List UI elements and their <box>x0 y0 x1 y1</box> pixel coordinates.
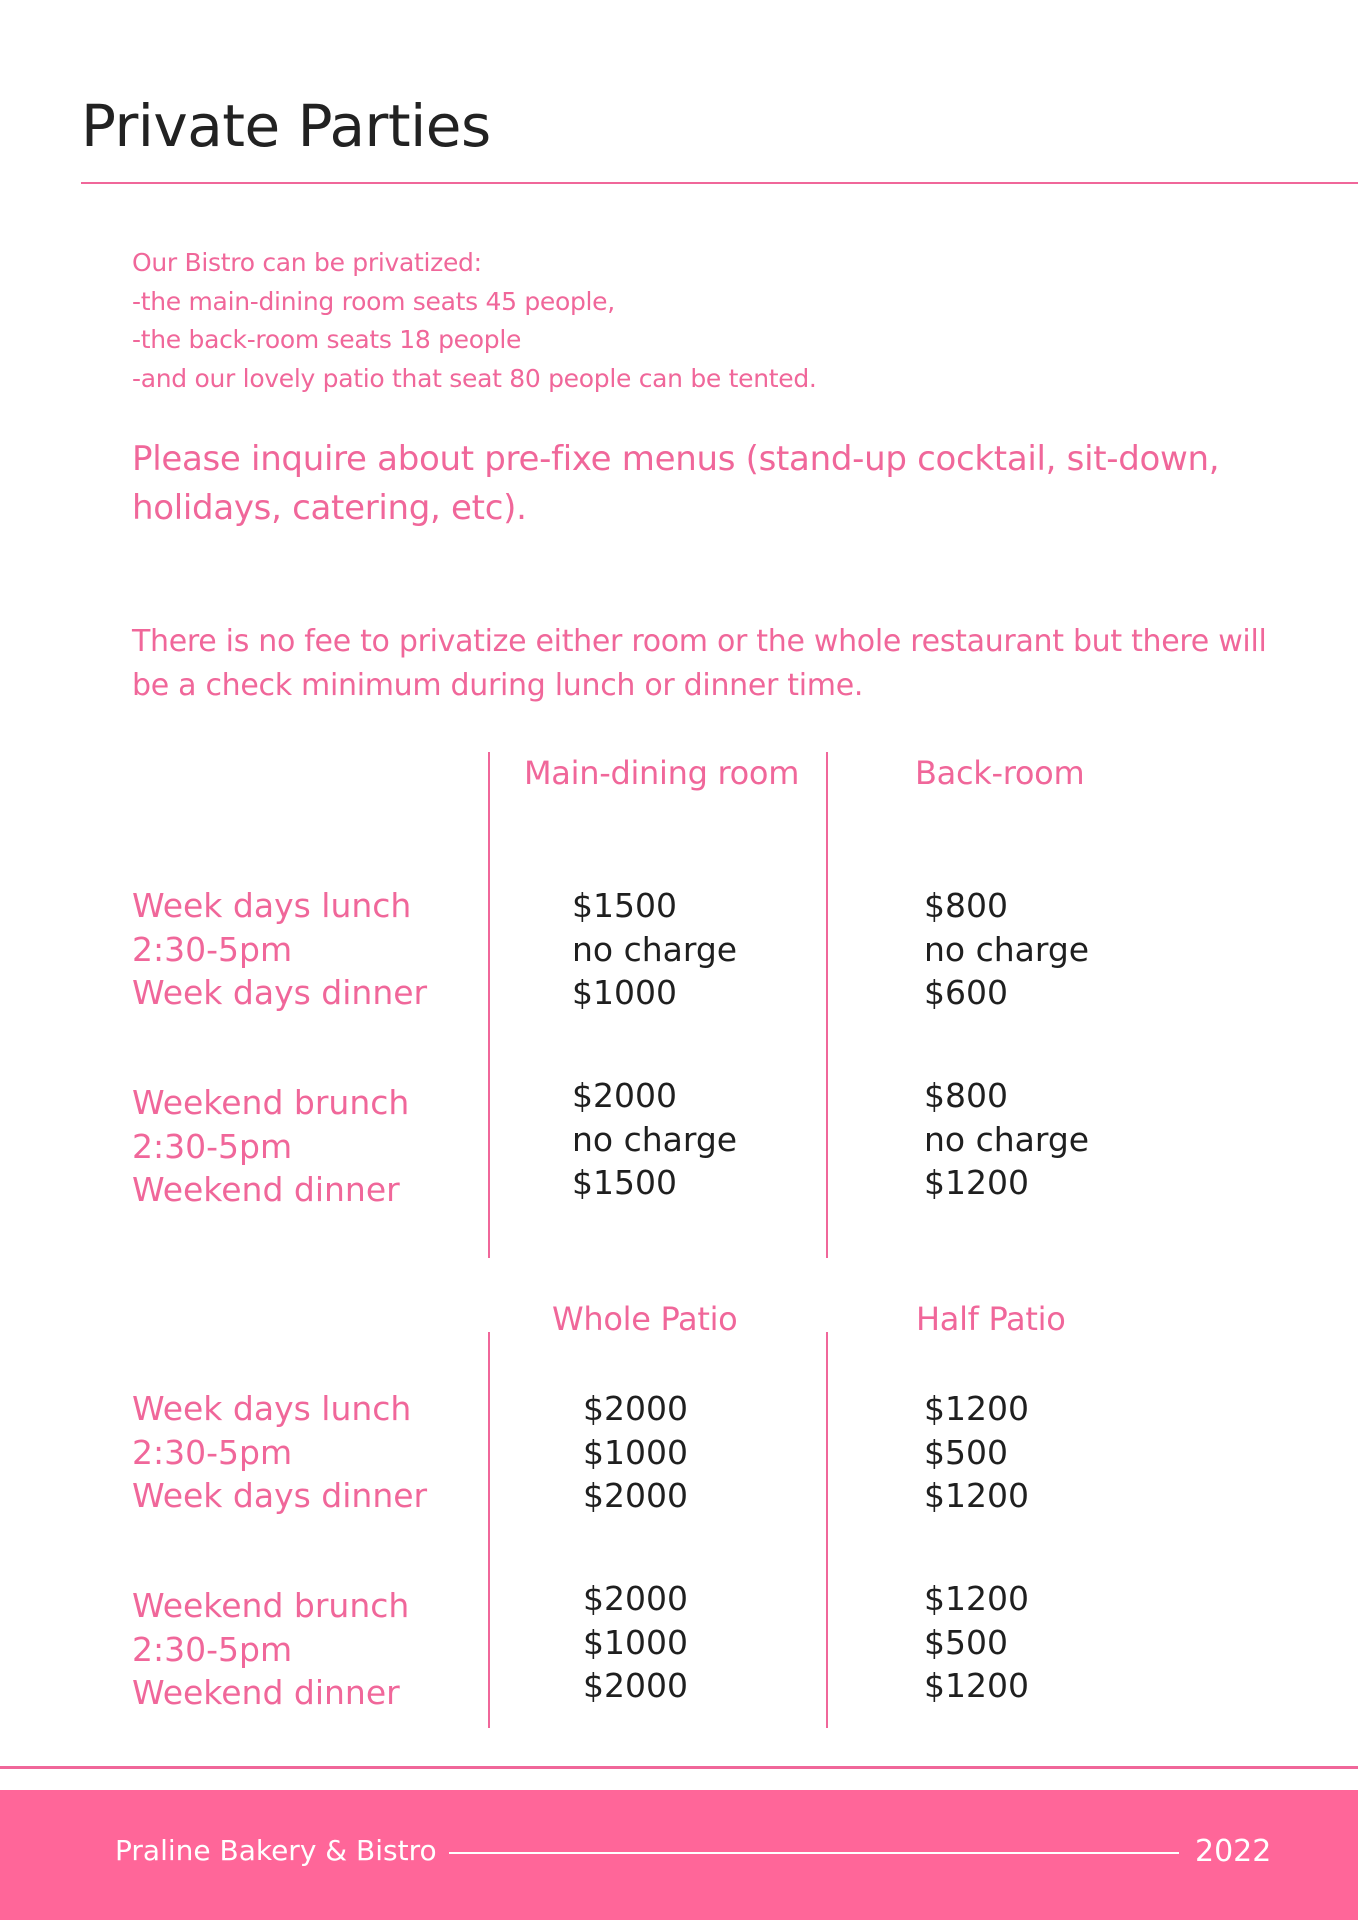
price-cell: no charge <box>924 1119 1090 1159</box>
price-cell: $1200 <box>924 1163 1029 1202</box>
price-cell: $1200 <box>924 1476 1029 1515</box>
patio-weekday-whole-values <box>583 1387 688 1518</box>
intro-line: Our Bistro can be privatized: <box>132 248 482 277</box>
price-cell: $1000 <box>572 973 677 1012</box>
price-cell: no charge <box>572 929 738 969</box>
price-cell: $800 <box>924 886 1008 925</box>
patio-column-divider-left <box>488 1332 490 1728</box>
footer-line <box>449 1852 1179 1854</box>
footer-year: 2022 <box>1195 1834 1272 1869</box>
footer-divider <box>0 1766 1358 1769</box>
inquire-paragraph: Please inquire about pre-fixe menus (stand-up cocktail, sit-down, holidays, catering, etc). <box>132 439 1220 528</box>
row-label: Weekend brunch <box>132 1586 410 1625</box>
indoor-weekend-main-values <box>572 1074 737 1205</box>
patio-weekend-labels <box>132 1584 409 1715</box>
price-cell: $500 <box>924 1432 1008 1472</box>
indoor-weekend-back-values <box>924 1074 1089 1205</box>
title-divider <box>81 182 1358 184</box>
price-cell: $2000 <box>583 1579 688 1618</box>
row-label: 2:30-5pm <box>132 929 293 969</box>
row-label: 2:30-5pm <box>132 1432 293 1472</box>
price-cell: $1000 <box>583 1622 688 1662</box>
patio-weekday-half-values <box>924 1387 1029 1518</box>
col-header-half-patio: Half Patio <box>916 1300 1066 1338</box>
price-cell: $2000 <box>572 1076 677 1115</box>
indoor-column-divider-left <box>488 752 490 1258</box>
col-header-back-room: Back-room <box>915 754 1085 792</box>
indoor-weekday-main-values <box>572 884 737 1015</box>
footer-business-name: Praline Bakery & Bistro <box>115 1834 437 1867</box>
price-cell: $2000 <box>583 1389 688 1428</box>
patio-weekend-half-values <box>924 1577 1029 1708</box>
row-label: Weekend dinner <box>132 1673 400 1712</box>
row-label: 2:30-5pm <box>132 1629 293 1669</box>
row-label: 2:30-5pm <box>132 1126 293 1166</box>
price-cell: $500 <box>924 1622 1008 1662</box>
price-cell: $1500 <box>572 886 677 925</box>
indoor-column-divider-right <box>826 752 828 1258</box>
price-cell: $1200 <box>924 1666 1029 1705</box>
intro-line: -and our lovely patio that seat 80 people can be tented. <box>132 363 817 393</box>
patio-weekend-whole-values <box>583 1577 688 1708</box>
price-cell: no charge <box>924 929 1090 969</box>
patio-column-divider-right <box>826 1332 828 1728</box>
intro-line: -the main-dining room seats 45 people, <box>132 286 615 316</box>
price-cell: $1200 <box>924 1579 1029 1618</box>
page-title: Private Parties <box>81 92 491 160</box>
patio-weekday-labels <box>132 1387 427 1518</box>
row-label: Weekend dinner <box>132 1170 400 1209</box>
row-label: Week days dinner <box>132 1476 428 1515</box>
price-cell: $800 <box>924 1076 1008 1115</box>
indoor-weekend-labels <box>132 1081 409 1212</box>
indoor-weekday-labels <box>132 884 427 1015</box>
col-header-main-dining: Main-dining room <box>524 754 800 792</box>
row-label: Week days lunch <box>132 1389 412 1428</box>
fee-paragraph: There is no fee to privatize either room or the whole restaurant but there will be a check minimum during lunch or dinner time. <box>132 624 1267 703</box>
row-label: Weekend brunch <box>132 1083 410 1122</box>
intro-text <box>132 244 817 398</box>
price-cell: $2000 <box>583 1476 688 1515</box>
intro-line: -the back-room seats 18 people <box>132 325 522 354</box>
footer-bar <box>0 1790 1358 1920</box>
price-cell: $2000 <box>583 1666 688 1705</box>
price-cell: $1500 <box>572 1163 677 1202</box>
price-cell: no charge <box>572 1119 738 1159</box>
price-cell: $600 <box>924 973 1008 1012</box>
col-header-whole-patio: Whole Patio <box>552 1300 738 1338</box>
price-cell: $1000 <box>583 1432 688 1472</box>
row-label: Week days lunch <box>132 886 412 925</box>
price-cell: $1200 <box>924 1389 1029 1428</box>
row-label: Week days dinner <box>132 973 428 1012</box>
indoor-weekday-back-values <box>924 884 1089 1015</box>
